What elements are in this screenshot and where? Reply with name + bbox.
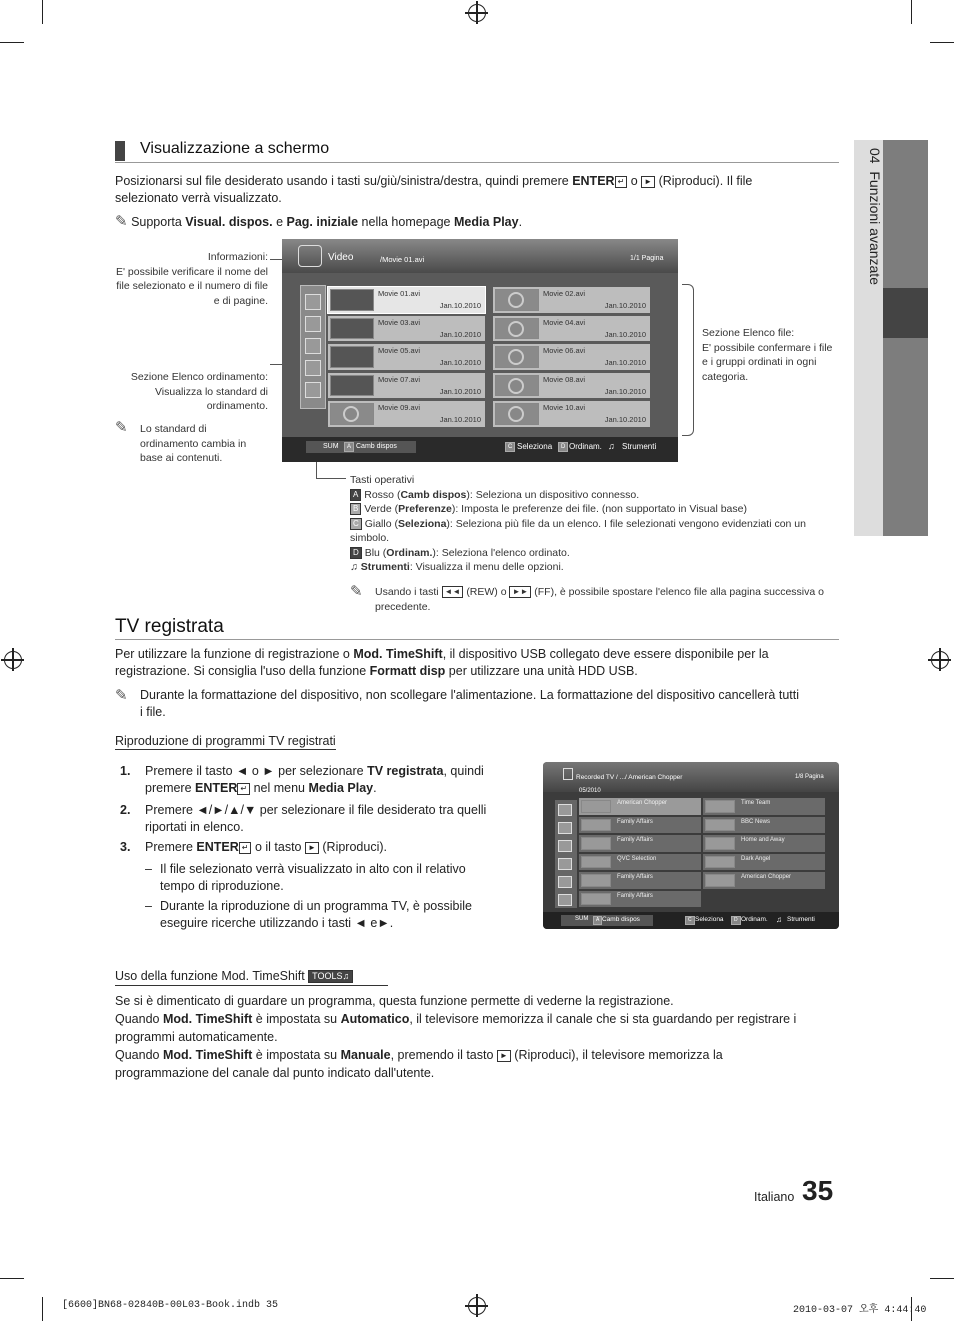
sort-type-icon[interactable] [558, 876, 572, 888]
page-number: 35 [802, 1175, 834, 1206]
tools-icon[interactable]: ♫ [776, 915, 782, 924]
sort-list [555, 800, 577, 908]
recording-thumbnail [581, 819, 611, 832]
bullet-1: – Il file selezionato verrà visualizzato in alto con il relativo tempo di riproduzione. [145, 862, 466, 893]
file-date: Jan.10.2010 [439, 301, 481, 310]
red-button-icon[interactable]: A [593, 916, 602, 925]
file-item[interactable] [328, 401, 485, 427]
ordinam-label: Ordinam. [741, 916, 768, 923]
file-thumbnail [495, 403, 539, 425]
play-icon: ► [497, 1050, 511, 1062]
recording-name: Family Affairs [617, 818, 653, 825]
file-name: Movie 06.avi [543, 346, 586, 355]
crop-mark [911, 0, 912, 24]
recording-item[interactable] [579, 854, 701, 871]
file-item[interactable] [328, 344, 485, 370]
red-button-icon[interactable]: A [344, 442, 354, 452]
file-name: Movie 08.avi [543, 374, 586, 384]
recording-item[interactable] [703, 835, 825, 852]
enter-icon: ↵ [239, 842, 252, 854]
print-timestamp: 2010-03-07 오후 4:44:40 [793, 1305, 927, 1316]
recording-name: Family Affairs [617, 892, 653, 899]
registration-mark-icon [4, 651, 22, 669]
sort-list [300, 285, 326, 409]
file-date: Jan.10.2010 [604, 358, 646, 367]
chapter-tab-block [883, 140, 928, 288]
screen-footer [543, 912, 839, 929]
file-name: Movie 05.avi [378, 346, 421, 355]
file-item[interactable] [328, 316, 485, 342]
tools-button-icon: TOOLS♫ [308, 970, 353, 983]
seleziona-label: Seleziona [517, 442, 553, 451]
note-icon: ✎ [350, 583, 363, 600]
recording-thumbnail [581, 893, 611, 906]
language-label: Italiano [754, 1190, 795, 1204]
sort-folder-icon[interactable] [558, 804, 572, 816]
recording-name: Home and Away [741, 837, 785, 843]
crop-mark [0, 1278, 24, 1279]
yellow-button-icon[interactable]: C [505, 442, 515, 452]
key-yellow-cont: simbolo. [350, 532, 390, 544]
recording-name: Dark Angel [741, 855, 771, 862]
format-note: Durante la formattazione del dispositivo, non scollegare l'alimentazione. La formattazione del dispositivo cancellerà tutti i file. [140, 688, 799, 719]
file-date: Jan.10.2010 [604, 415, 646, 424]
sort-date-icon[interactable] [558, 840, 572, 852]
sort-note: Lo standard di ordinamento cambia in base ai contenuti. [140, 423, 247, 464]
file-thumbnail [330, 346, 374, 368]
crop-mark [930, 1278, 954, 1279]
sort-preference-icon[interactable] [305, 382, 321, 398]
key-tools: ♫ Strumenti: Visualizza il menu delle opzioni. [350, 561, 564, 573]
file-thumbnail [495, 346, 539, 368]
media-play-screen [282, 239, 678, 462]
sort-channel-icon[interactable] [558, 858, 572, 870]
crop-mark [0, 42, 24, 43]
recording-thumbnail [705, 874, 735, 887]
screen-page: 1/8 Pagina [795, 774, 824, 780]
file-name: Movie 10.avi [543, 403, 586, 412]
file-thumbnail [495, 318, 539, 340]
ordinam-label: Ordinam. [569, 442, 602, 451]
subheading: Uso della funzione Mod. TimeShift TOOLS♫ [115, 969, 388, 986]
blue-button-icon[interactable]: D [731, 916, 741, 925]
screen-footer [282, 437, 678, 462]
registration-mark-icon [931, 651, 949, 669]
film-reel-icon [508, 378, 524, 394]
chapter-title: Funzioni avanzate [867, 171, 883, 285]
screen-page: 1/1 Pagina [630, 255, 664, 262]
strumenti-label: Strumenti [787, 916, 815, 923]
note-icon: ✎ [115, 213, 128, 230]
note-icon: ✎ [115, 419, 128, 436]
recording-thumbnail [705, 837, 735, 850]
sort-date-icon[interactable] [305, 338, 321, 354]
enter-icon: ↵ [237, 783, 250, 795]
recording-name: American Chopper [617, 800, 668, 806]
sum-label: SUM [323, 443, 339, 450]
chapter-tab-block [883, 338, 928, 536]
steps-list [120, 763, 520, 932]
recorded-tv-screen [543, 762, 839, 929]
rew-icon: ◄◄ [442, 586, 464, 598]
file-thumbnail [495, 289, 539, 311]
step-1: 1. Premere il tasto ◄ o ► per selezionare TV registrata, quindi premere ENTER ↵ nel menu Media Play. [120, 764, 484, 795]
sort-folder-icon[interactable] [305, 294, 321, 310]
recording-item[interactable] [579, 817, 701, 834]
recording-item[interactable] [579, 835, 701, 852]
sum-label: SUM [575, 916, 589, 922]
screen-title: Video [328, 252, 354, 263]
file-thumbnail [330, 375, 374, 397]
subheading: Riproduzione di programmi TV registrati [115, 734, 336, 748]
file-thumbnail [330, 318, 374, 340]
film-reel-icon [343, 406, 359, 422]
file-date: Jan.10.2010 [604, 301, 646, 310]
video-icon [298, 245, 322, 267]
intro-paragraph: Per utilizzare la funzione di registrazione o Mod. TimeShift, il dispositivo USB collegato deve essere disponibile per la registrazione. Si consiglia l'uso della funzione Formatt disp per utilizzare una unità HDD USB. [115, 647, 769, 678]
file-date: Jan.10.2010 [439, 329, 481, 339]
intro-paragraph: Posizionarsi sul file desiderato usando i tasti su/giù/sinistra/destra, quindi premere ENTER ↵ o ► (Riproduci). Il file selezionato verrà visualizzato. [115, 174, 753, 205]
crop-mark [42, 1297, 43, 1321]
file-name: Movie 03.avi [378, 317, 421, 327]
recording-thumbnail [581, 856, 611, 869]
recording-item[interactable] [579, 798, 701, 815]
file-date: Jan.10.2010 [604, 329, 646, 339]
chapter-number: 04 [867, 148, 883, 164]
recording-item[interactable] [703, 798, 825, 815]
recorded-tv-icon [563, 768, 573, 780]
recording-item[interactable] [579, 891, 701, 908]
operating-keys [350, 473, 830, 575]
chapter-tab-active [883, 288, 928, 338]
recording-thumbnail [705, 856, 735, 869]
chapter-label [854, 148, 883, 285]
sort-annotation: Sezione Elenco ordinamento: Visualizza lo standard di ordinamento. [130, 371, 268, 412]
keys-title: Tasti operativi [350, 474, 415, 486]
file-name: Movie 02.avi [543, 289, 586, 298]
recording-item[interactable] [703, 817, 825, 834]
file-name: Movie 09.avi [378, 403, 421, 412]
crop-mark [930, 42, 954, 43]
play-icon: ► [305, 842, 319, 854]
play-icon: ► [641, 176, 655, 188]
rew-ff-note: Usando i tasti ◄◄ (REW) o ►► (FF), è possibile spostare l'elenco file alla pagina successiva o precedente. [375, 586, 824, 613]
step-2: 2. Premere ◄/►/▲/▼ per selezionare il file desiderato tra quelli riportati in elenco. [120, 803, 487, 834]
file-date: Jan.10.2010 [439, 358, 481, 367]
recording-item[interactable] [703, 872, 825, 889]
key-green: B Verde (Preferenze): Imposta le preferenze dei file. (non supportato in Visual base) [350, 502, 830, 517]
key-red: A Rosso (Camb dispos): Seleziona un dispositivo connesso. [350, 488, 830, 503]
file-item[interactable] [328, 287, 485, 313]
screen-path: /Movie 01.avi [380, 255, 425, 264]
sort-title-icon[interactable] [305, 316, 321, 332]
file-list-annotation: Sezione Elenco file: E' possibile confermare i file e i gruppi ordinati in ogni categoria. [702, 327, 833, 383]
heading-bar [115, 141, 125, 161]
recording-thumbnail [581, 874, 611, 887]
file-thumbnail [330, 289, 374, 311]
blue-button-icon[interactable]: D [558, 442, 568, 452]
film-reel-icon [508, 349, 524, 365]
divider [115, 639, 839, 640]
section-heading: Visualizzazione a schermo [140, 140, 330, 157]
file-item[interactable] [493, 401, 650, 427]
bullet-2: – Durante la riproduzione di un programma TV, è possibile eseguire ricerche utilizzando i tasti ◄ e►. [145, 899, 472, 930]
file-item[interactable] [493, 287, 650, 313]
section-heading: TV registrata [115, 616, 224, 637]
key-yellow: C Giallo (Seleziona): Seleziona più file da un elenco. I file selezionati vengono evidenziati con un [350, 517, 830, 532]
recording-name: BBC News [741, 818, 771, 825]
seleziona-label: Seleziona [695, 916, 724, 923]
camb-dispos-label: Camb dispos [356, 443, 397, 450]
file-item[interactable] [493, 373, 650, 399]
note: ✎ Supporta Visual. dispos. e Pag. iniziale nella homepage Media Play. [115, 213, 523, 230]
tools-icon[interactable]: ♫ [608, 441, 615, 451]
file-grid [328, 287, 670, 431]
file-date: Jan.10.2010 [439, 386, 481, 396]
crop-mark [42, 0, 43, 24]
file-name: Movie 04.avi [543, 317, 586, 327]
key-blue: D Blu (Ordinam.): Seleziona l'elenco ordinato. [350, 546, 830, 561]
camb-dispos-label: Camb dispos [602, 916, 640, 923]
file-name: Movie 01.avi [378, 289, 421, 298]
sort-type-icon[interactable] [305, 360, 321, 376]
sort-preference-icon[interactable] [558, 894, 572, 906]
screen-path: Recorded TV / .../ American Chopper [576, 774, 683, 781]
file-item[interactable] [493, 316, 650, 342]
recording-name: QVC Selection [617, 855, 657, 862]
registration-mark-icon [468, 4, 486, 22]
file-grid [579, 798, 829, 910]
callout-line [316, 478, 346, 479]
tools-icon: ♫ [350, 561, 358, 573]
recording-name: Time Team [741, 800, 771, 806]
sort-title-icon[interactable] [558, 822, 572, 834]
recording-name: American Chopper [741, 874, 792, 880]
film-reel-icon [508, 292, 524, 308]
file-item[interactable] [493, 344, 650, 370]
recording-thumbnail [581, 800, 611, 813]
recording-thumbnail [581, 837, 611, 850]
recording-item[interactable] [703, 854, 825, 871]
strumenti-label: Strumenti [622, 442, 657, 451]
recording-thumbnail [705, 819, 735, 832]
divider [115, 162, 839, 163]
registration-mark-icon [468, 1297, 486, 1315]
timeshift-paragraph: Se si è dimenticato di guardare un programma, questa funzione permette di vederne la registrazione. Quando Mod. TimeShift è impostata su Automatico, il televisore memorizza il canale che si sta guardando per registrare i programmi automaticamente. Quando Mod. TimeShift è impostata su Manuale, premendo il tasto ► (Riproduci), il televisore memorizza la programmazione del canale dal punto indicato dall'utente. [115, 994, 797, 1080]
ff-icon: ►► [509, 586, 531, 598]
film-reel-icon [508, 406, 524, 422]
file-thumbnail [495, 375, 539, 397]
file-date: Jan.10.2010 [604, 386, 646, 396]
step-3: 3. Premere ENTER ↵ o il tasto ► (Riproduci). [120, 840, 387, 854]
file-thumbnail [330, 403, 374, 425]
recording-item[interactable] [579, 872, 701, 889]
recording-name: Family Affairs [617, 874, 653, 880]
screen-date: 05/2010 [579, 788, 601, 794]
yellow-button-icon[interactable]: C [685, 916, 695, 925]
info-annotation: Informazioni: E' possibile verificare il nome del file selezionato e il numero di file e di pagine. [116, 251, 268, 307]
file-name: Movie 07.avi [378, 374, 421, 384]
bracket [682, 284, 694, 436]
film-reel-icon [508, 321, 524, 337]
recording-thumbnail [705, 800, 735, 813]
print-file-info: [6600]BN68-02840B-00L03-Book.indb 35 [62, 1300, 279, 1311]
file-date: Jan.10.2010 [439, 415, 481, 424]
note-icon: ✎ [115, 687, 128, 704]
file-item[interactable] [328, 373, 485, 399]
recording-name: Family Affairs [617, 837, 653, 843]
enter-icon: ↵ [615, 176, 628, 188]
